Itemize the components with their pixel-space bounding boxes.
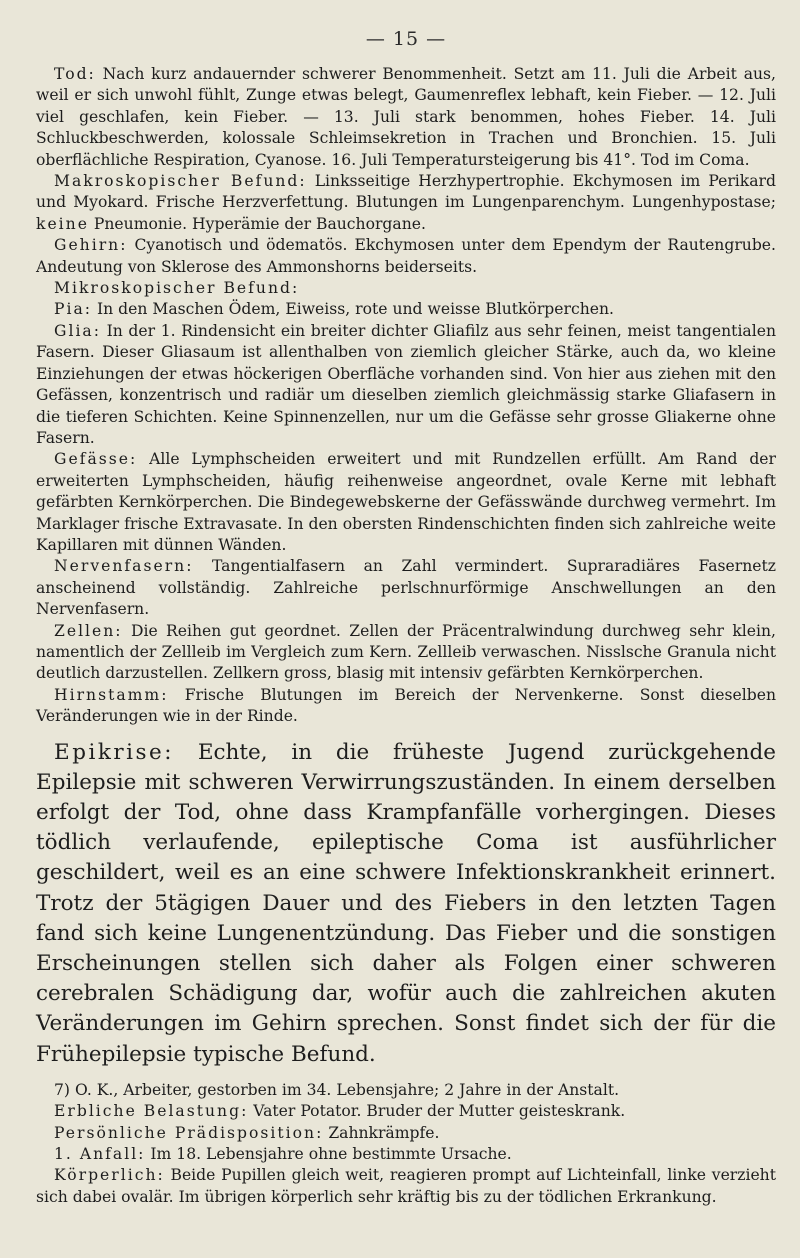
- text-tod: Nach kurz andauernder schwerer Benommenheit. Setzt am 11. Juli die Arbeit aus, weil er sich unwohl fühlt, Zunge etwas belegt, Gaumenreflex lebhaft, kein Fieber. — 12. Juli viel geschlafen, kein Fieber. — 13. Juli stark benommen, hohes Fieber. 14. Juli Schluckbeschwerden, kolossale Schleimsekretion in Trachen und Bronchien. 15. Juli oberflächliche Respiration, Cyanose. 16. Juli Temperatursteigerung bis 41°. Tod im Coma.: [36, 65, 776, 169]
- case-report-body: [36, 64, 776, 728]
- text-gefaesse: Alle Lymphscheiden erweitert und mit Rundzellen erfüllt. Am Rand der erweiterten Lymphscheiden, häufig reihenweise angeordnet, ovale Kerne mit lebhaft gefärbten Kernkörperchen. Die Bindegewebskerne der Gefässwände durchweg vermehrt. Im Marklager frische Extravasate. In den obersten Rindenschichten finden sich zahlreiche weite Kapillaren mit dünnen Wänden.: [36, 450, 776, 554]
- label-gehirn: Gehirn:: [54, 236, 128, 255]
- label-persoenliche-praedisposition: Persönliche Prädisposition:: [54, 1123, 324, 1142]
- paragraph-persoenliche-praedisposition: [36, 1123, 776, 1144]
- paragraph-glia: [36, 321, 776, 449]
- epikrise-section: [36, 738, 776, 1070]
- label-koerperlich: Körperlich:: [54, 1166, 165, 1185]
- paragraph-gehirn: [36, 235, 776, 278]
- paragraph-epikrise: [36, 738, 776, 1070]
- text-pia: In den Maschen Ödem, Eiweiss, rote und weisse Blutkörperchen.: [92, 300, 614, 319]
- text-gehirn: Cyanotisch und ödematös. Ekchymosen unter dem Ependym der Rautengrube. Andeutung von Sklerose des Ammonshorns beiderseits.: [36, 236, 776, 276]
- text-epikrise: Echte, in die früheste Jugend zurückgehende Epilepsie mit schweren Verwirrungszuständen. In einem derselben erfolgt der Tod, ohne dass Krampfanfälle vorhergingen. Dieses tödlich verlaufende, epileptische Coma ist ausführlicher geschildert, weil es an eine schwere Infektionskrankheit erinnert. Trotz der 5tägigen Dauer und des Fiebers in den letzten Tagen fand sich keine Lungenentzündung. Das Fieber und die sonstigen Erscheinungen stellen sich daher als Folgen einer schweren cerebralen Schädigung dar, wofür auch die zahlreichen akuten Veränderungen im Gehirn sprechen. Sonst findet sich der für die Frühepilepsie typische Befund.: [36, 739, 776, 1067]
- paragraph-hirnstamm: [36, 685, 776, 728]
- paragraph-makroskopisch: [36, 171, 776, 235]
- label-erbliche-belastung: Erbliche Belastung:: [54, 1102, 249, 1121]
- paragraph-mikroskopisch: [36, 278, 776, 299]
- paragraph-zellen: [36, 621, 776, 685]
- text-koerperlich: Beide Pupillen gleich weit, reagieren prompt auf Lichteinfall, linke verzieht sich dabei ovalär. Im übrigen körperlich sehr kräftig bis zu der tödlichen Erkrankung.: [36, 1166, 776, 1206]
- page-number: — 15 —: [365, 28, 447, 50]
- text-makroskopisch: Linksseitige Herzhypertrophie. Ekchymosen im Perikard und Myokard. Frische Herzverfettung. Blutungen im Lungenparenchym. Lungenhypostase;: [36, 172, 776, 212]
- text-zellen: Die Reihen gut geordnet. Zellen der Präcentralwindung durchweg sehr klein, namentlich der Zellleib im Vergleich zum Kern. Zellleib verwaschen. Nisslsche Granula nicht deutlich darzustellen. Zellkern gross, blasig mit intensiv gefärbten Kernkörperchen.: [36, 621, 776, 683]
- paragraph-nervenfasern: [36, 556, 776, 620]
- label-epikrise: Epikrise:: [54, 739, 175, 765]
- text-glia: In der 1. Rindensicht ein breiter dichter Gliafilz aus sehr feinen, meist tangentialen Fasern. Dieser Gliasaum ist allenthalben von ziemlich gleicher Stärke, auch da, wo kleine Einziehungen der etwas höckerigen Oberfläche vorhanden sind. Von hier aus ziehen mit den Gefässen, konzentrisch und radiär um dieselben ziemlich gleichmässig starke Gliafasern in die tieferen Schichten. Keine Spinnenzellen, nur um die Gefässe sehr grosse Gliakerne ohne Fasern.: [36, 321, 776, 447]
- text-erbliche-belastung: Vater Potator. Bruder der Mutter geisteskrank.: [248, 1102, 626, 1121]
- label-pia: Pia:: [54, 300, 93, 319]
- label-makroskopisch: Makroskopischer Befund:: [54, 172, 307, 191]
- label-tod: Tod:: [54, 65, 96, 83]
- paragraph-case7-intro: 7) O. K., Arbeiter, gestorben im 34. Lebensjahre; 2 Jahre in der Anstalt.: [54, 1080, 620, 1099]
- paragraph-gefaesse: [36, 449, 776, 556]
- text-hirnstamm: Frische Blutungen im Bereich der Nervenkerne. Sonst dieselben Veränderungen wie in der Rinde.: [36, 685, 776, 726]
- paragraph-erbliche-belastung: [36, 1101, 776, 1122]
- text-nervenfasern: Tangentialfasern an Zahl vermindert. Supraradiäres Fasernetz anscheinend vollständig. Zahlreiche perlschnurförmige Anschwellungen an den Nervenfasern.: [36, 557, 776, 619]
- text-keine: keine: [36, 214, 89, 233]
- paragraph-koerperlich: [36, 1165, 776, 1208]
- paragraph-pia: [36, 299, 776, 320]
- text-erster-anfall: Im 18. Lebensjahre ohne bestimmte Ursache.: [145, 1145, 512, 1164]
- label-mikroskopisch: Mikroskopischer Befund:: [54, 279, 300, 298]
- label-nervenfasern: Nervenfasern:: [54, 557, 194, 576]
- paragraph-erster-anfall: [36, 1144, 776, 1165]
- label-hirnstamm: Hirnstamm:: [54, 685, 169, 704]
- text-makroskopisch-end: Pneumonie. Hyperämie der Bauchorgane.: [88, 214, 426, 233]
- label-gefaesse: Gefässe:: [54, 450, 138, 469]
- label-erster-anfall: 1. Anfall:: [54, 1145, 146, 1164]
- label-glia: Glia:: [54, 321, 101, 340]
- label-zellen: Zellen:: [54, 621, 123, 640]
- text-persoenliche-praedisposition: Zahnkrämpfe.: [323, 1123, 440, 1142]
- case-7-section: [36, 1080, 776, 1208]
- paragraph-tod: [36, 64, 776, 171]
